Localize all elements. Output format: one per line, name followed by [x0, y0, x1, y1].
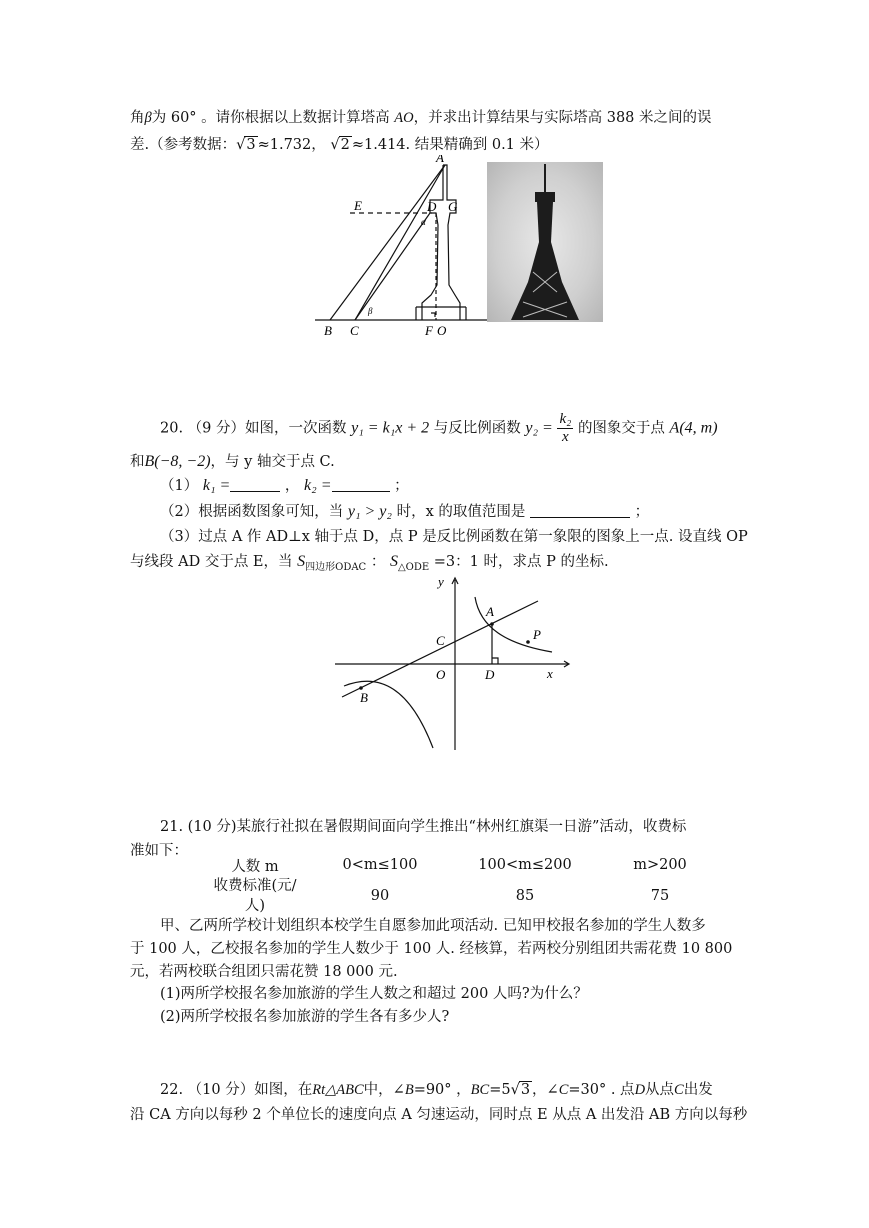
q20-line-2: 和B(−8, −2)，与 y 轴交于点 C.	[130, 453, 335, 470]
label-F: F	[425, 323, 433, 338]
q21-sub-1: (1)两所学校报名参加旅游的学生人数之和超过 200 人吗?为什么？	[160, 986, 588, 1002]
label-beta: β	[368, 306, 373, 316]
q21-para-3: 元，若两校联合组团只需花赞 18 000 元.	[130, 964, 398, 980]
label-E: E	[354, 198, 362, 213]
point-D-label: D	[485, 667, 495, 682]
fee-table-header-tier-2: 100<m≤200	[478, 857, 572, 873]
x-range-answer-blank[interactable]	[530, 503, 630, 518]
q21-line-1: 21. (10 分)某旅行社拟在暑假期间面向学生推出“林州红旗渠一日游”活动，收费标	[160, 819, 687, 835]
fee-table-price-tier-2: 85	[515, 888, 535, 904]
label-A: A	[436, 155, 444, 165]
label-D: D	[427, 199, 437, 214]
q20-part-3-line-2: 与线段 AD 交于点 E，当 $S_{四边形ODAC}$ ： $S_{\triangle ODE} =3$：1 时，求点 P 的坐标.	[130, 553, 609, 573]
fee-table-header-people: 人数 m	[231, 858, 279, 875]
point-A-label: A	[486, 604, 494, 619]
axis-y-label: y	[438, 574, 444, 589]
q22-line-2: 沿 CA 方向以每秒 2 个单位长的速度向点 A 匀速运动，同时点 E 从点 A 出发沿 AB 方向以每秒	[130, 1107, 748, 1123]
point-B-label: B	[360, 690, 368, 705]
q20-part-1: （1） k₁ = ， k₂ = ；	[160, 477, 409, 494]
fee-table-header-tier-3: m>200	[633, 857, 687, 873]
q20-line-1: 20. （9 分）如图，一次函数 y₁ = k₁x + 2 与反比例函数 y₂ = $\frac{\text{k₂}}{x}$ 的图象交于点 A(4, m)	[160, 411, 718, 445]
q21-sub-2: (2)两所学校报名参加旅游的学生各有多少人?	[160, 1009, 450, 1025]
function-graph	[330, 572, 580, 752]
label-G: G	[448, 199, 458, 214]
fee-table	[200, 854, 720, 916]
tower-photo	[487, 162, 603, 322]
label-O: O	[437, 323, 447, 338]
axis-x-label: x	[547, 666, 553, 681]
origin-O-label: O	[436, 667, 446, 682]
label-alpha: α	[421, 217, 426, 227]
tower-diagram	[310, 155, 490, 340]
q19-line-2: 差.（参考数据：√3 ≈1.732， √2 ≈1.414. 结果精确到 0.1 米）	[130, 137, 549, 153]
q19-line-1: 角β为 60° 。请你根据以上数据计算塔高 AO，并求出计算结果与实际塔高 388 米之间的误	[130, 110, 712, 126]
q21-para-1: 甲、乙两所学校计划组织本校学生自愿参加此项活动. 已知甲校报名参加的学生人数多	[160, 918, 706, 934]
point-C-label: C	[436, 633, 445, 648]
point-P-label: P	[533, 627, 541, 642]
label-B: B	[324, 323, 332, 338]
q20-part-2: （2）根据函数图象可知，当 y₁ > y₂ 时，x 的取值范围是 ；	[160, 503, 650, 520]
q21-line-2: 准如下：	[130, 843, 188, 859]
k1-answer-blank[interactable]	[230, 477, 280, 492]
fee-table-row-label: 收费标准(元/ 人)	[213, 878, 297, 914]
q20-part-3-line-1: （3）过点 A 作 AD⊥x 轴于点 D，点 P 是反比例函数在第一象限的图象上一点. 设直线 OP	[160, 529, 748, 545]
fee-table-price-tier-3: 75	[650, 888, 670, 904]
q21-para-2: 于 100 人，乙校报名参加的学生人数少于 100 人. 经核算，若两校分别组团共需花费 10 800	[130, 941, 733, 957]
fee-table-price-tier-1: 90	[370, 888, 390, 904]
q22-line-1: 22. （10 分）如图，在Rt△ABC中，∠B=90° ，BC=5√3 ，∠C=30° . 点D从点C出发	[160, 1082, 713, 1098]
label-C: C	[350, 323, 359, 338]
k2-over-x-fraction: $\frac{\text{k₂}}{x}$	[559, 411, 572, 445]
k2-answer-blank[interactable]	[332, 477, 390, 492]
fee-table-header-tier-1: 0<m≤100	[342, 857, 418, 873]
